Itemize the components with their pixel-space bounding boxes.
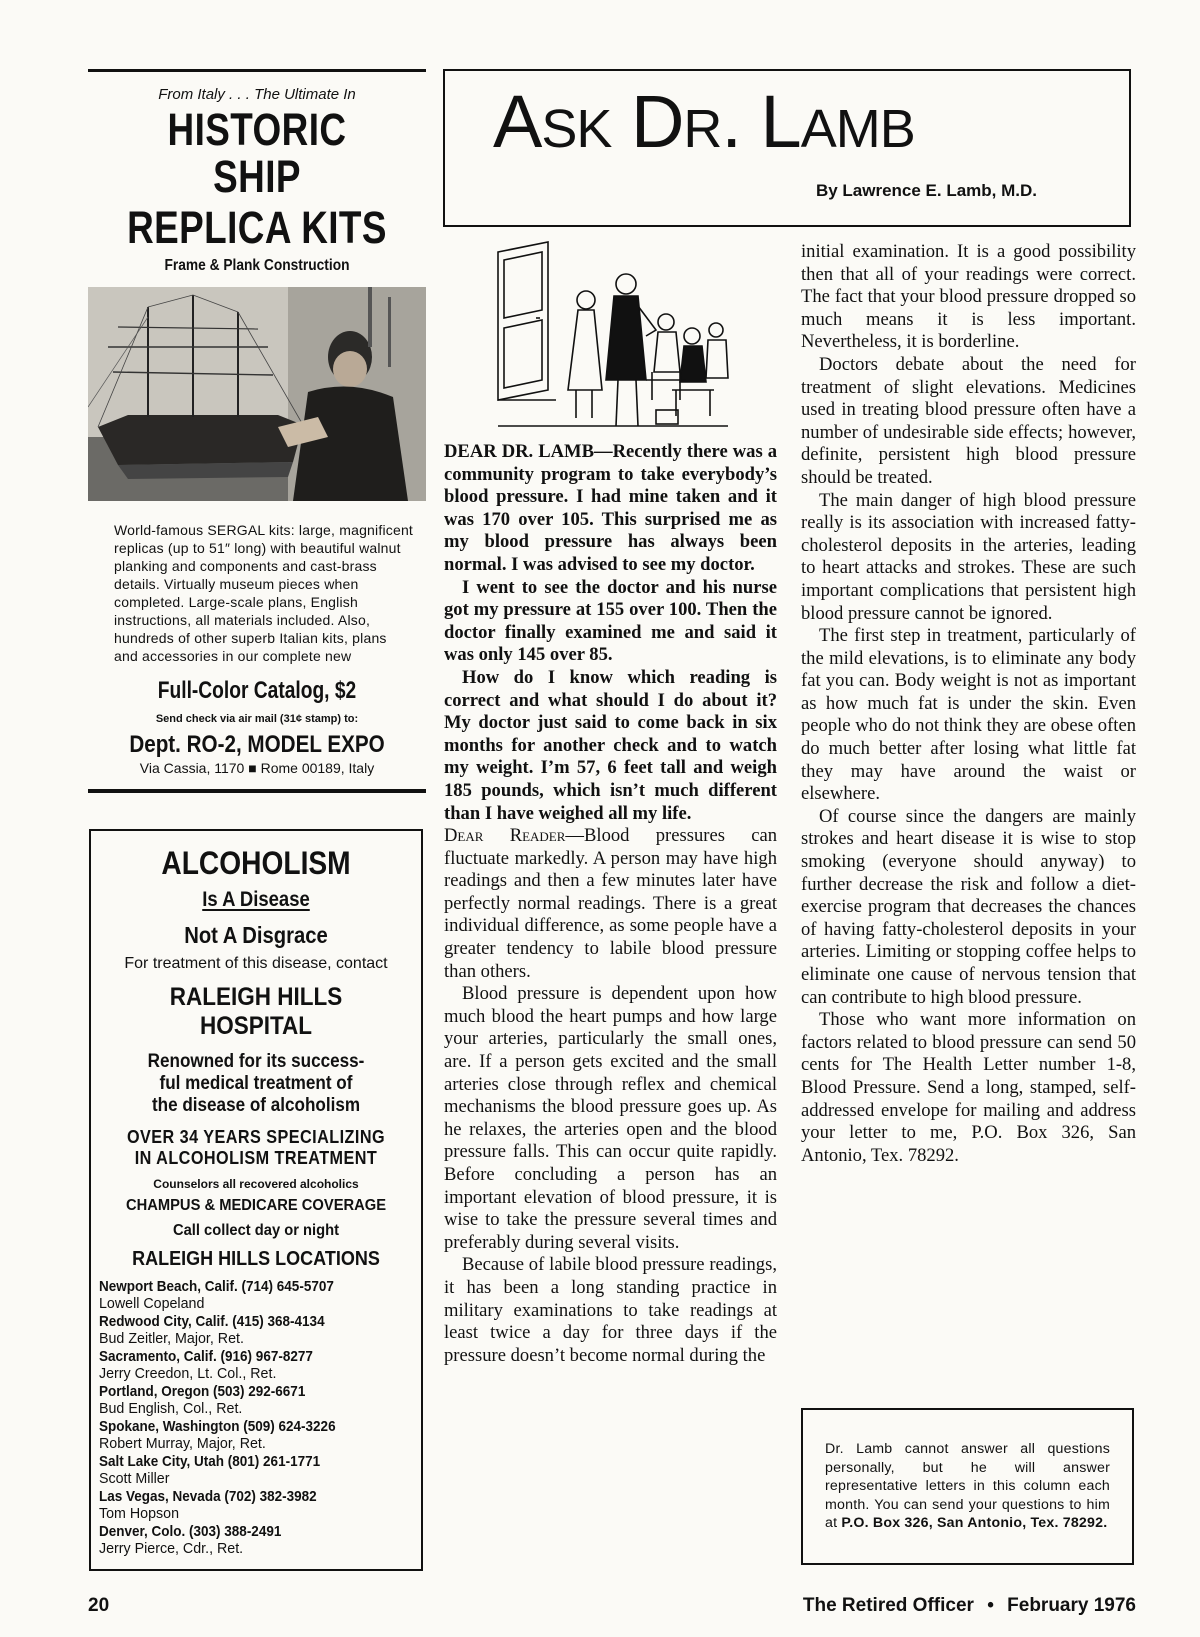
ad-send-instructions: Send check via air mail (31¢ stamp) to:: [155, 713, 359, 726]
title-letter: A: [493, 80, 542, 163]
location-item: [99, 1314, 421, 1347]
location-city-phone: Denver, Colo. (303) 388-2491: [99, 1523, 282, 1540]
reply-paragraph: initial examination. It is a good possibility then that all of your readings were correct. The fact that your blood pressure dropped so much means it is less important. Nevertheless, it is borderline.: [801, 241, 1136, 353]
reply-paragraph: Of course since the dangers are mainly strokes and heart disease it is wise to stop smoking (everyone should anyway) to further decrease the risk and follow a diet-exercise program that decreases the chances of having fatty-cholesterol deposits in your arteries. Limiting or stopping coffee helps to eliminate one cause of nervous tension that can contribute to high blood pressure.: [801, 805, 1136, 1008]
note-address: P.O. Box 326, San Antonio, Tex. 78292.: [841, 1515, 1108, 1532]
alc-locations-header: RALEIGH HILLS LOCATIONS: [132, 1248, 380, 1270]
title-dot: .: [721, 80, 741, 163]
location-item: [99, 1454, 421, 1487]
reply-opening-text: —Blood pressures can fluctuate markedly. A person may have high readings and then a few minutes later have perfectly normal readings. There is a great individual difference, as some people have a greater tendency to labile blood pressure than others.: [444, 825, 777, 982]
alc-locations-list: [99, 1279, 421, 1557]
location-contact: Scott Miller: [99, 1470, 170, 1487]
location-contact: Bud Zeitler, Major, Ret.: [99, 1330, 244, 1347]
location-contact: Robert Murray, Major, Ret.: [99, 1435, 266, 1452]
reader-letter-paragraph: DEAR DR. LAMB—Recently there was a community program to take everybody’s blood pressure. I had mine taken and it was 170 over 105. This surprised me as my blood pressure has always been normal. I was advised to see my doctor.: [444, 441, 777, 575]
reader-letter-paragraph: I went to see the doctor and his nurse got my pressure at 155 over 100. Then the doctor finally examined me and said it was only 145 over 85.: [444, 576, 777, 666]
location-item: [99, 1279, 421, 1312]
publication-name: The Retired Officer: [802, 1595, 974, 1616]
alc-renowned-line3: the disease of alcoholism: [151, 1095, 361, 1116]
reply-paragraph: The main danger of high blood pressure really is its association with increased fatty-cholesterol deposits in the arteries, leading to heart attacks and strokes. These are such important complications that persistent high blood pressure cannot be ignored.: [801, 489, 1136, 624]
location-item: [99, 1419, 421, 1452]
reader-letter-paragraph: How do I know which reading is correct and what should I do about it? My doctor just said to come back in six months for another check and to watch my weight. I’m 57, 6 feet tall and weigh 185 pounds, which isn’t much different than I have weighed all my life.: [444, 666, 777, 824]
column-header-box: [443, 69, 1131, 227]
location-city-phone: Portland, Oregon (503) 292-6671: [99, 1383, 306, 1400]
alc-subtitle-disgrace: Not A Disgrace: [184, 922, 328, 948]
ad-department: Dept. RO-2, MODEL EXPO: [129, 731, 385, 759]
title-letters: SK: [541, 99, 612, 159]
reply-paragraph: [444, 825, 777, 983]
reply-paragraph: Those who want more information on factors related to blood pressure can send 50 cents for The Health Letter number 1-8, Blood Pressure. Send a long, stamped, self-addressed envelope for mailing and address your letter to me, P.O. Box 326, San Antonio, Tex. 78292.: [801, 1009, 1136, 1166]
footer-publication: [803, 1595, 1136, 1617]
alcoholism-ad: [89, 829, 423, 1571]
alc-hospital-line1: RALEIGH HILLS: [169, 983, 343, 1011]
alc-treatment-line: For treatment of this disease, contact: [124, 955, 388, 972]
location-item: [99, 1524, 421, 1557]
alc-counselors: Counselors all recovered alcoholics: [153, 1177, 359, 1191]
ad-kicker: From Italy . . . The Ultimate In: [158, 86, 356, 103]
location-city-phone: Spokane, Washington (509) 624-3226: [99, 1418, 336, 1435]
ship-model-photo: [88, 287, 426, 501]
title-letter: D: [630, 80, 684, 163]
reply-paragraph: Because of labile blood pressure readings, it has been a long standing practice in military examinations to take readings at least twice a day for three days if the pressure doesn’t become normal during the: [444, 1254, 777, 1366]
column-byline: By Lawrence E. Lamb, M.D.: [815, 181, 1037, 200]
ad-bottom-rule: [88, 789, 426, 793]
doctor-office-illustration: [496, 240, 730, 438]
ad-subheadline: Frame & Plank Construction: [164, 257, 350, 275]
location-item: [99, 1489, 421, 1522]
alc-title: ALCOHOLISM: [161, 845, 351, 881]
title-letter: R: [683, 99, 722, 159]
reply-paragraph: Blood pressure is dependent upon how much blood the heart pumps and how large your arteries, particularly the small ones, are. If a person gets excited and the small arteries close through reflex and chemical mechanisms the blood pressure goes up. As he relaxes, the arteries open and the blood pressure falls. This can occur quite rapidly. Before concluding a person has an important elevation of blood pressure, it is wise to take the pressure several times and preferably during several visits.: [444, 983, 777, 1253]
location-item: [99, 1349, 421, 1382]
ship-replica-ad: [88, 69, 426, 793]
page-number: 20: [88, 1595, 110, 1616]
ad-headline-line2: REPLICA KITS: [127, 201, 387, 253]
location-city-phone: Newport Beach, Calif. (714) 645-5707: [99, 1278, 334, 1295]
location-city-phone: Las Vegas, Nevada (702) 382-3982: [99, 1488, 317, 1505]
column-title: [493, 80, 915, 163]
alc-years-line2: IN ALCOHOLISM TREATMENT: [134, 1148, 378, 1168]
location-city-phone: Redwood City, Calif. (415) 368-4134: [99, 1313, 325, 1330]
reply-paragraph: The first step in treatment, particularly of the mild elevations, is to eliminate any body fat you can. Body weight is not as important as how much fat is under the skin. Even people who do not think they are obese often do much better after losing what little fat they may have around the waist or elsewhere.: [801, 625, 1136, 805]
ad-headline-line1: HISTORIC SHIP: [167, 104, 347, 202]
ad-body-text: World-famous SERGAL kits: large, magnificent replicas (up to 51″ long) with beautiful walnut planking and components and cast-brass details. Virtually museum pieces when completed. Large-scale plans, English instructions, all materials included. Also, hundreds of other superb Italian kits, plans and accessories in our complete new: [114, 522, 414, 665]
alc-renowned-line2: ful medical treatment of: [159, 1073, 353, 1094]
title-letter: L: [760, 80, 801, 163]
reply-salutation: Dear Reader: [444, 825, 566, 847]
submission-note-box: [801, 1408, 1134, 1565]
reply-paragraph: Doctors debate about the need for treatment of slight elevations. Medicines used in treating blood pressure often have a number of undesirable side effects; however, definite, persistent high blood pressure should be treated.: [801, 353, 1136, 488]
location-contact: Jerry Pierce, Cdr., Ret.: [99, 1540, 244, 1557]
location-item: [99, 1384, 421, 1417]
alc-subtitle-disease: Is A Disease: [202, 888, 310, 911]
location-contact: Tom Hopson: [99, 1505, 180, 1522]
alc-coverage: CHAMPUS & MEDICARE COVERAGE: [125, 1197, 387, 1214]
ad-catalog-offer: Full-Color Catalog, $2: [157, 677, 357, 705]
alc-renowned-line1: Renowned for its success-: [147, 1051, 365, 1072]
location-contact: Bud English, Col., Ret.: [99, 1400, 243, 1417]
location-city-phone: Salt Lake City, Utah (801) 261-1771: [99, 1453, 321, 1470]
article-column-middle: [444, 441, 777, 1367]
issue-date: February 1976: [1007, 1595, 1136, 1616]
note-text: Dr. Lamb cannot answer all questions personally, but he will answer representative letters in this column each month. You can send your questions to him at: [825, 1441, 1110, 1532]
title-letters: AMB: [800, 99, 915, 159]
footer-bullet: •: [987, 1595, 994, 1616]
article-column-right: [801, 241, 1136, 1167]
ad-top-rule: [88, 69, 426, 72]
location-contact: Jerry Creedon, Lt. Col., Ret.: [99, 1365, 277, 1382]
alc-call-collect: Call collect day or night: [172, 1222, 340, 1239]
location-contact: Lowell Copeland: [99, 1295, 205, 1312]
alc-hospital-line2: HOSPITAL: [199, 1012, 313, 1040]
location-city-phone: Sacramento, Calif. (916) 967-8277: [99, 1348, 313, 1365]
ad-address: Via Cassia, 1170 ■ Rome 00189, Italy: [139, 760, 375, 777]
alc-years-line1: OVER 34 YEARS SPECIALIZING: [126, 1127, 386, 1147]
